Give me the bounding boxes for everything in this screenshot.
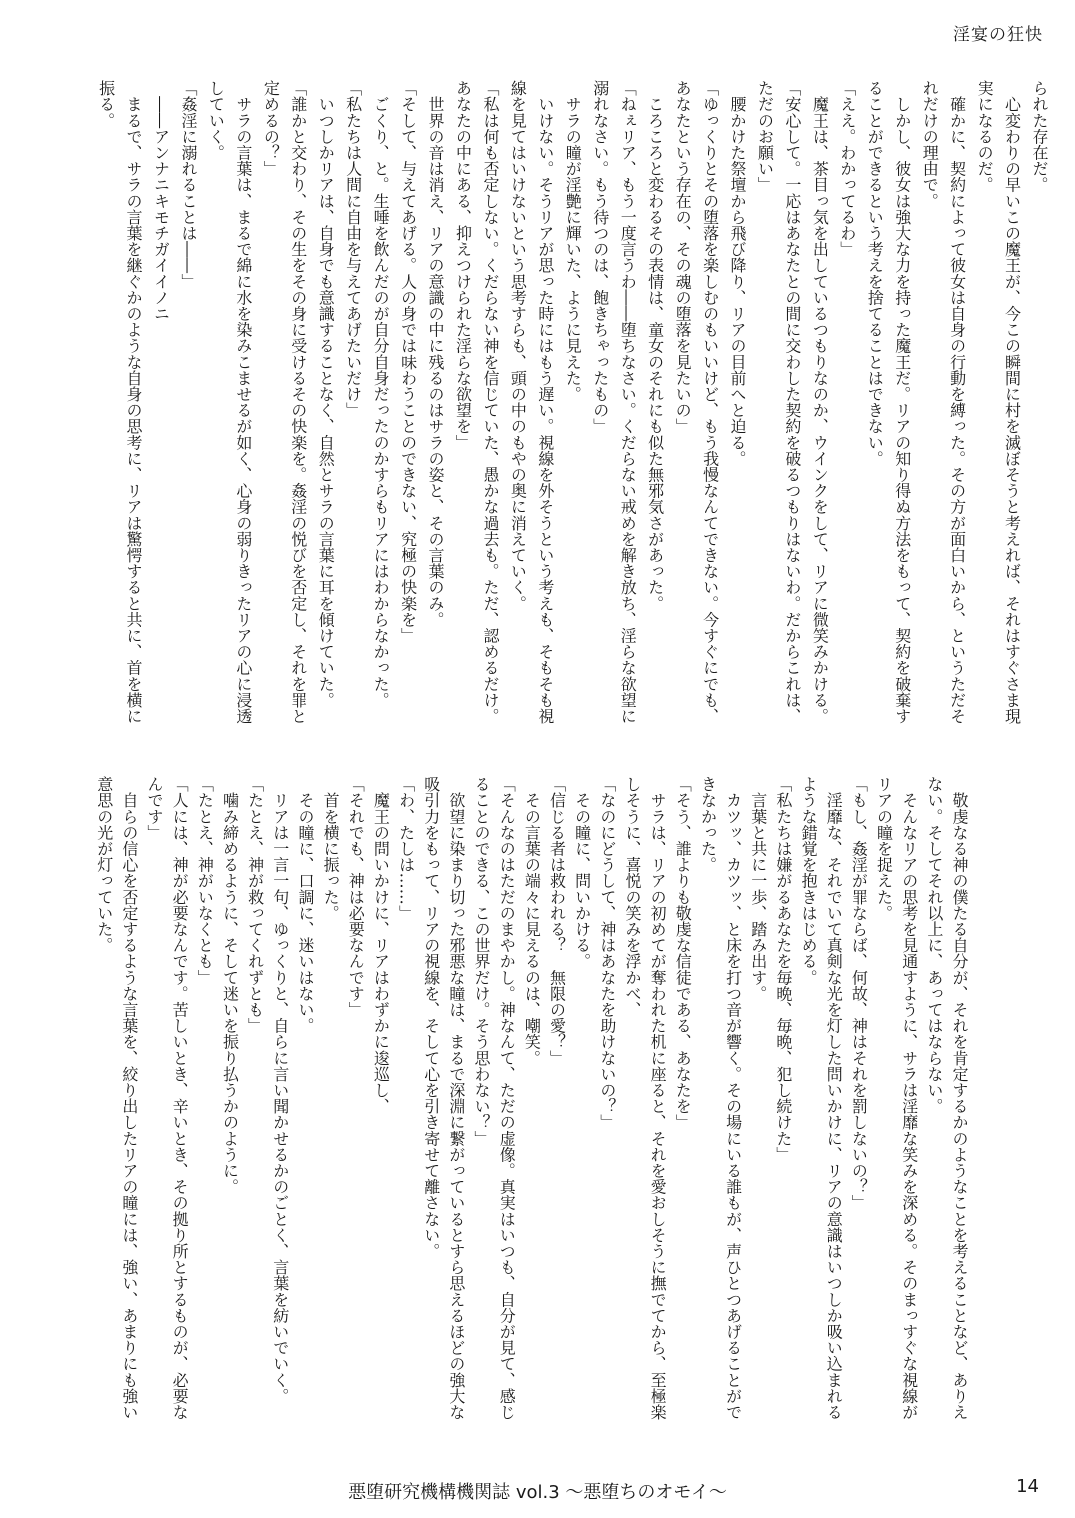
text-line: 「そう、誰よりも敬虔な信徒である、あなたを」 [673,776,693,1131]
text-line: カツッ、カツッ、と床を打つ音が響く。その場にいる誰もが、声ひとつあげることがで [723,776,743,1420]
text-line: その瞳に、問いかける。 [572,776,592,970]
text-line: 線を見てはいけないという思考すらも、頭の中のもやの奥に消えていく。 [508,80,528,612]
text-block-top [91,80,1053,724]
page-number: 14 [1016,1476,1039,1497]
text-line: 淫靡な、それでいて真剣な光を灯した問いかけに、リアの意識はいつしか吸い込まれる [824,776,844,1420]
text-line: 「誰かと交わり、その生をその身に受けるその快楽を。姦淫の悦びを否定し、それを罪と [288,80,308,724]
text-line: サラは、リアの初めてが奪われた机に座ると、それを愛おしそうに撫でてから、至極楽 [648,776,668,1420]
text-line: まるで、サラの言葉を継ぐかのような自身の思考に、リアは驚愕すると共に、首を横に [124,80,144,724]
text-line: 溺れなさい。もう待つのは、飽きちゃったもの」 [590,80,610,435]
text-line: 「ねぇリア、もう一度言うわ――堕ちなさい。くだらない戒めを解き放ち、淫らな欲望に [618,80,638,724]
text-line: れだけの理由で。 [920,80,940,209]
text-line: 「わ、たしは……」 [396,776,416,921]
text-line: 心変わりの早いこの魔王が、今この瞬間に村を滅ぼそうと考えれば、それはすぐさま現 [1002,80,1022,724]
text-line: 確かに、契約によって彼女は自身の行動を縛った。その方が面白いから、というただそ [947,80,967,724]
text-line: 「それでも、神は必要なんです」 [346,776,366,1018]
text-line: んです」 [145,776,164,841]
text-line: 腰かけた祭壇から飛び降り、リアの目前へと迫る。 [728,80,748,467]
text-line: 「そんなのはただのまやかし。神なんて、ただの虚像。真実はいつも、自分が見て、感じ [497,776,517,1420]
text-line: 意思の光が灯っていた。 [94,776,114,954]
text-line: そんなリアの思考を見通すように、サラは淫靡な笑みを深める。そのまっすぐな視線が [899,776,919,1420]
text-line: その言葉の端々に見えるのは、嘲笑。 [522,776,542,1066]
text-line: 魔王の問いかけに、リアはわずかに逡巡し、 [371,776,391,1115]
running-header-title: 淫宴の狂快 [953,25,1043,45]
text-line: ――アンナニキモチガイイノニ [151,80,171,322]
text-line: ごくり、と。生唾を飲んだのが自分自身だったのかすらもリアにはわからなかった。 [371,80,391,708]
text-line: 実になるのだ。 [975,80,995,193]
text-line: 自らの信心を否定するような言葉を、絞り出したリアの瞳には、強い、あまりにも強い [119,776,139,1420]
text-line: 「私たちは人間に自由を与えてあげたいだけ」 [343,80,363,419]
text-line: きなかった。 [698,776,718,873]
text-line: 「たとえ、神がいなくとも」 [195,776,215,986]
text-line: いつしかリアは、自身でも意識することなく、自然とサラの言葉に耳を傾けていた。 [316,80,336,708]
text-line: ただのお願い」 [755,80,775,193]
text-line: ころころと変わるその表情は、童女のそれにも似た無邪気さがあった。 [645,80,665,612]
text-line: 欲望に染まり切った邪悪な瞳は、まるで深淵に繋がっているとすら思えるほどの強大な [446,776,466,1420]
footer-publication-title: 悪堕研究機構機関誌 vol.3 ～悪堕ちのオモイ～ [348,1482,727,1503]
text-line: 振る。 [96,80,116,129]
text-line: 「私たちは嫌がるあなたを毎晩、毎晩、犯し続けた」 [773,776,793,1163]
text-line: 首を横に振った。 [321,776,341,921]
text-line: 「私は何も否定しない。くだらない神を信じていた、愚かな過去も。ただ、認めるだけ。 [480,80,500,724]
text-line: 「たとえ、神が救ってくれずとも」 [245,776,265,1034]
text-line: リアの瞳を捉えた。 [874,776,894,921]
text-line: リアは一言一句、ゆっくりと、自らに言い聞かせるかのごとく、言葉を紡いでいく。 [270,776,290,1404]
text-line: ような錯覚を抱きはじめる。 [799,776,819,986]
text-line: あなたという存在の、その魂の堕落を見たいの」 [673,80,693,435]
text-line: していく。 [206,80,226,161]
text-line: しかし、彼女は強大な力を持った魔王だ。リアの知り得ぬ方法をもって、契約を破棄す [892,80,912,724]
text-line: あなたの中にある、抑えつけられた淫らな欲望を」 [453,80,473,451]
text-block-bottom [92,776,972,1446]
text-line: その瞳に、口調に、迷いはない。 [295,776,315,1034]
text-line: 敬虔なる神の僕たる自分が、それを肯定するかのようなことを考えることなど、ありえ [950,776,969,1420]
text-line: サラの瞳が淫艶に輝いた、ように見えた。 [563,80,583,402]
text-line: 魔王は、茶目っ気を出しているつもりなのか、ウインクをして、リアに微笑みかける。 [810,80,830,724]
text-line: ることができるという考えを捨てることはできない。 [865,80,885,467]
text-line: 噛み締めるように、そして迷いを振り払うかのように。 [220,776,240,1195]
text-line: 「ええ。わかってるわ」 [837,80,857,258]
text-line: 世界の音は消え、リアの意識の中に残るのはサラの姿と、その言葉のみ。 [426,80,446,628]
text-line: しそうに、喜悦の笑みを浮かべ、 [622,776,642,1018]
text-line: サラの言葉は、まるで綿に水を染みこませるが如く、心身の弱りきったリアの心に浸透 [233,80,253,724]
text-line: いけない。そうリアが思った時にはもう遅い。視線を外そうという考えも、そもそも視 [535,80,555,724]
text-line: 「なのにどうして、神はあなたを助けないの？」 [597,776,617,1131]
text-line: 「そして、与えてあげる。人の身では味わうことのできない、究極の快楽を」 [398,80,418,644]
text-line: 「もし、姦淫が罪ならば、何故、神はそれを罰しないの？」 [849,776,869,1211]
text-line: 「信じる者は救われる？ 無限の愛？」 [547,776,567,1066]
text-line: 「安心して。一応はあなたとの間に交わした契約を破るつもりはないわ。だからこれは、 [782,80,802,724]
text-line: 吸引力をもって、リアの視線を、そして心を引き寄せて離さない。 [421,776,441,1259]
text-line: られた存在だ。 [1030,80,1049,193]
text-line: ない。そしてそれ以上に、あってはならない。 [924,776,944,1115]
text-line: 定めるの？」 [261,80,281,177]
text-line: 「ゆっくりとその堕落を楽しむのもいいけど、もう我慢なんてできない。今すぐにでも、 [700,80,720,724]
text-line: 「姦淫に溺れることは――」 [178,80,198,290]
text-line: ることのできる、この世界だけ。そう思わない？」 [472,776,492,1147]
text-line: 言葉と共に一歩、踏み出す。 [748,776,768,1002]
text-line: 「人には、神が必要なんです。苦しいとき、辛いとき、その拠り所とするものが、必要な [170,776,190,1420]
